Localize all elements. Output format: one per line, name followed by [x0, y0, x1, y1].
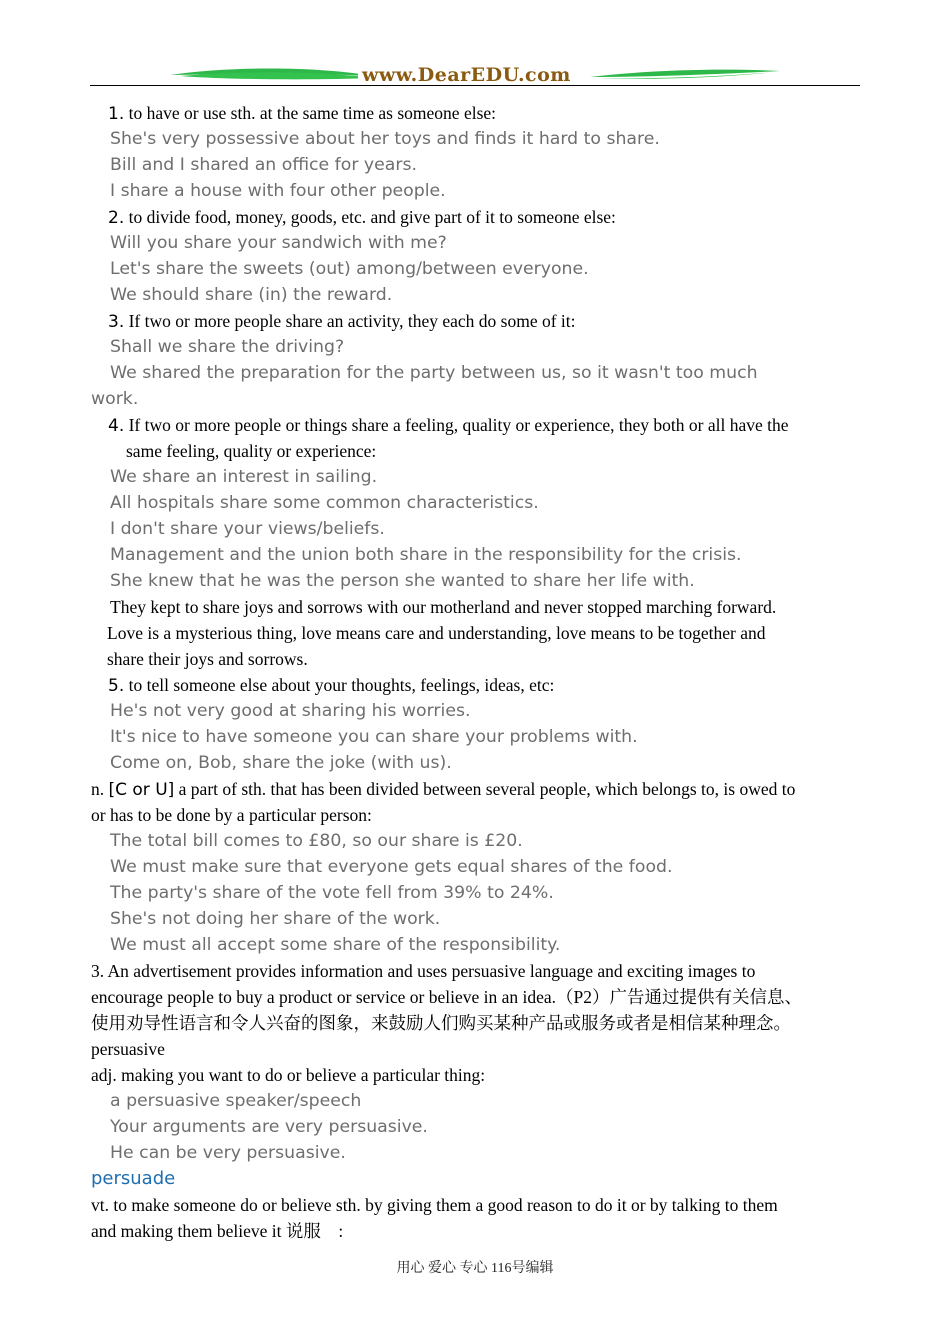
example-sentence: I share a house with four other people.	[110, 181, 446, 201]
green-swoosh-right-graphic	[590, 68, 780, 82]
example-sentence: She's not doing her share of the work.	[110, 909, 441, 929]
example-sentence: Your arguments are very persuasive.	[110, 1117, 428, 1137]
site-logo-text: www.DearEDU.com	[358, 64, 575, 86]
example-sentence: We must all accept some share of the responsibility.	[110, 935, 561, 955]
example-sentence: The total bill comes to £80, so our share is £20.	[110, 831, 523, 851]
sense-1-definition: 1. to have or use sth. at the same time as someone else:	[108, 103, 497, 124]
example-sentence: I don't share your views/beliefs.	[110, 519, 385, 539]
document-body	[91, 100, 863, 1244]
example-sentence: Management and the union both share in the responsibility for the crisis.	[110, 545, 742, 565]
extra-example-continuation: share their joys and sorrows.	[107, 649, 308, 669]
example-sentence: He's not very good at sharing his worries.	[110, 701, 471, 721]
example-sentence: She's very possessive about her toys and finds it hard to share.	[110, 129, 660, 149]
persuade-definition: vt. to make someone do or believe sth. by giving them a good reason to do it or by talking to them	[91, 1195, 778, 1215]
header-rule	[90, 85, 860, 86]
noun-definition-continuation: or has to be done by a particular person:	[91, 805, 372, 825]
page-footer: 用心 爱心 专心 116号编辑	[396, 1261, 554, 1276]
example-sentence: The party's share of the vote fell from 39% to 24%.	[110, 883, 554, 903]
example-sentence: a persuasive speaker/speech	[110, 1091, 362, 1111]
extra-example: Love is a mysterious thing, love means care and understanding, love means to be together and	[107, 623, 766, 643]
example-sentence: We share an interest in sailing.	[110, 467, 378, 487]
item-3-sentence: 3. An advertisement provides information and uses persuasive language and exciting images to	[91, 961, 756, 981]
page-header	[90, 60, 860, 90]
example-sentence: We should share (in) the reward.	[110, 285, 393, 305]
sense-2-definition: 2. to divide food, money, goods, etc. and give part of it to someone else:	[108, 207, 616, 228]
green-swoosh-left-graphic	[170, 68, 380, 82]
example-sentence: She knew that he was the person she wanted to share her life with.	[110, 571, 695, 591]
extra-example: They kept to share joys and sorrows with our motherland and never stopped marching forward.	[110, 597, 777, 617]
example-sentence: Shall we share the driving?	[110, 337, 345, 357]
example-sentence: Will you share your sandwich with me?	[110, 233, 447, 253]
example-sentence: We must make sure that everyone gets equal shares of the food.	[110, 857, 673, 877]
example-sentence: It's nice to have someone you can share your problems with.	[110, 727, 638, 747]
item-3-chinese-translation: 使用劝导性语言和令人兴奋的图象，来鼓励人们购买某种产品或服务或者是相信某种理念。	[91, 1013, 791, 1033]
example-sentence: We shared the preparation for the party between us, so it wasn't too much	[110, 363, 758, 383]
persuade-definition-continuation: and making them believe it 说服 :	[91, 1221, 344, 1241]
example-sentence: Come on, Bob, share the joke (with us).	[110, 753, 452, 773]
headword-persuade: persuade	[91, 1168, 176, 1189]
example-sentence: All hospitals share some common characteristics.	[110, 493, 539, 513]
sense-4-definition: 4. If two or more people or things share a feeling, quality or experience, they both or all have the	[108, 415, 789, 436]
example-sentence: Bill and I shared an office for years.	[110, 155, 417, 175]
item-3-sentence-continuation: encourage people to buy a product or service or believe in an idea.（P2）广告通过提供有关信息、	[91, 987, 802, 1007]
sense-5-definition: 5. to tell someone else about your thoughts, feelings, ideas, etc:	[108, 675, 555, 696]
example-sentence-continuation: work.	[91, 389, 139, 409]
example-sentence: He can be very persuasive.	[110, 1143, 346, 1163]
sense-4-definition-continuation: same feeling, quality or experience:	[126, 441, 377, 461]
noun-definition: n. [C or U] a part of sth. that has been divided between several people, which belongs to, is owed to	[91, 779, 796, 800]
sense-3-definition: 3. If two or more people share an activity, they each do some of it:	[108, 311, 576, 332]
example-sentence: Let's share the sweets (out) among/between everyone.	[110, 259, 589, 279]
headword-persuasive: persuasive	[91, 1039, 165, 1059]
persuasive-definition: adj. making you want to do or believe a particular thing:	[91, 1065, 486, 1085]
